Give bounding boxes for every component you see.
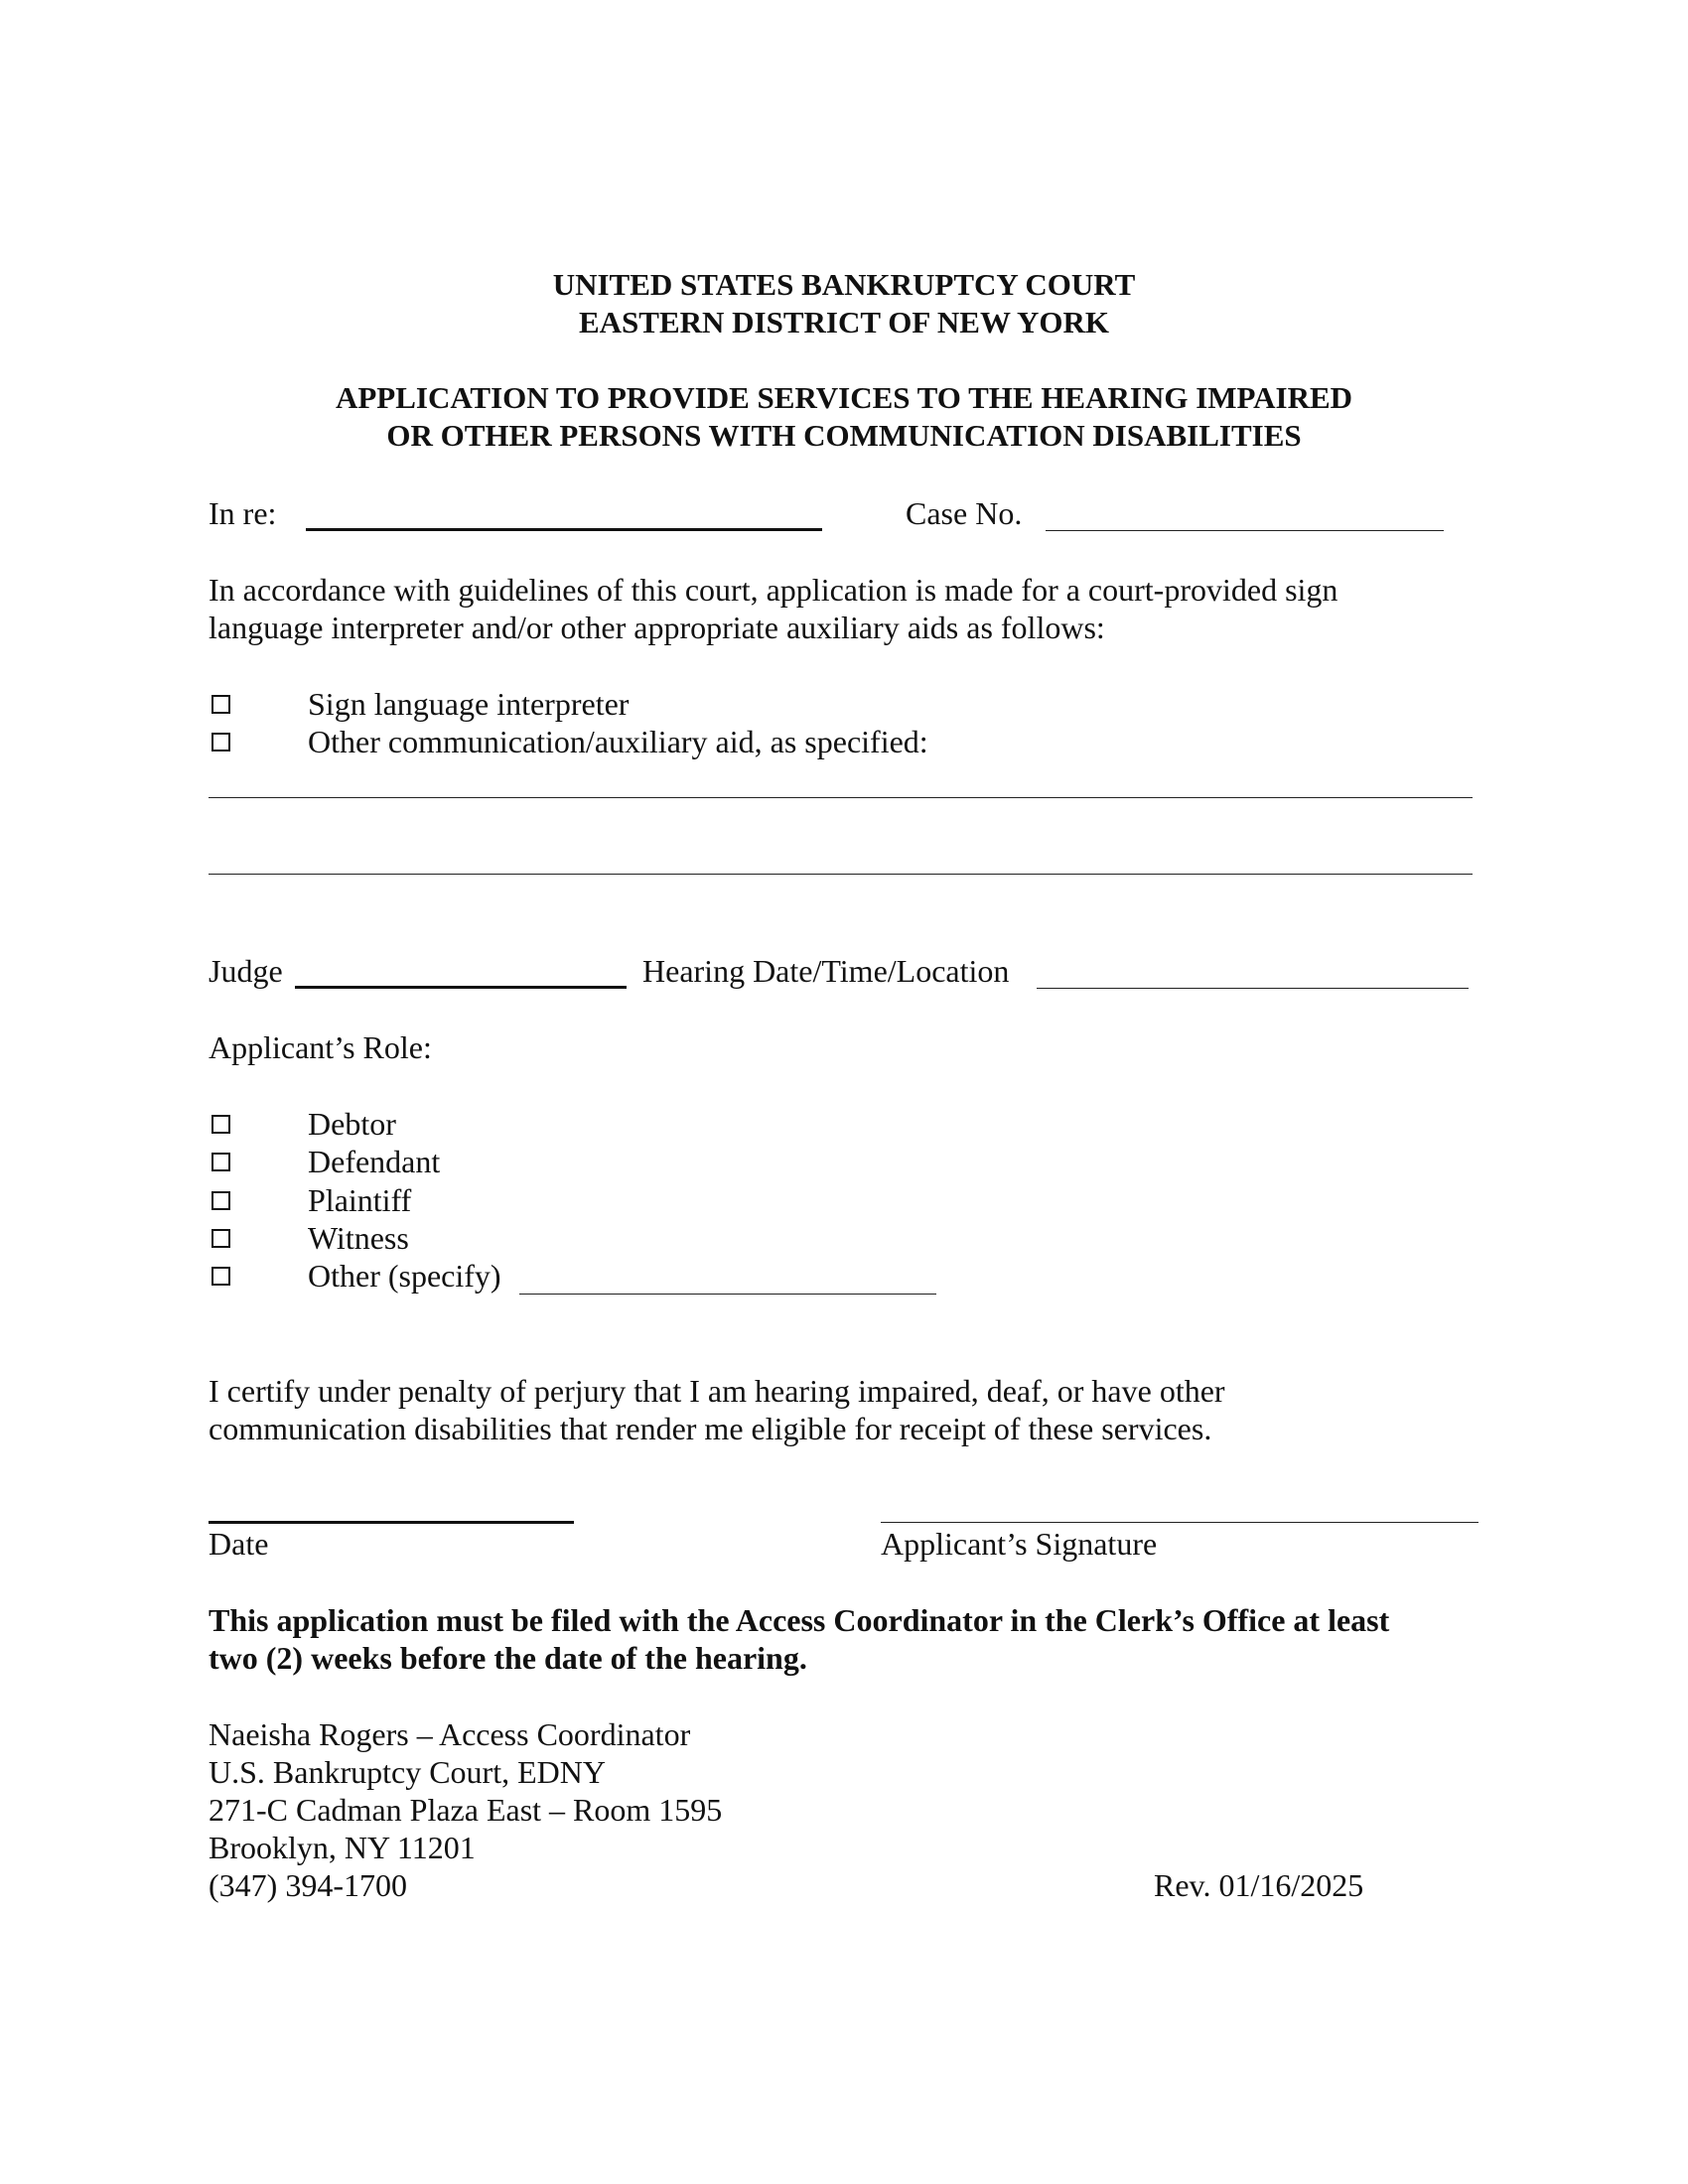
certification-line2: communication disabilities that render me eligible for receipt of these services.	[209, 1411, 1212, 1446]
judge-field[interactable]	[295, 986, 627, 989]
other-aid-specify-line1[interactable]	[209, 797, 1473, 798]
case-no-label: Case No.	[906, 495, 1023, 531]
filing-notice-line2: two (2) weeks before the date of the hearing.	[209, 1640, 807, 1676]
role-checkbox-debtor[interactable]	[211, 1115, 230, 1134]
role-option-witness: Witness	[308, 1220, 409, 1256]
role-checkbox-plaintiff[interactable]	[211, 1191, 230, 1210]
contact-name: Naeisha Rogers – Access Coordinator	[209, 1716, 691, 1752]
other-aid-specify-line2[interactable]	[209, 874, 1473, 875]
form-title-line2: OR OTHER PERSONS WITH COMMUNICATION DISABILITIES	[386, 418, 1302, 453]
court-name: UNITED STATES BANKRUPTCY COURT	[552, 267, 1136, 302]
intro-line2: language interpreter and/or other appropriate auxiliary aids as follows:	[209, 610, 1105, 645]
intro-line1: In accordance with guidelines of this court, application is made for a court-provided sign	[209, 572, 1338, 608]
judge-label: Judge	[209, 953, 283, 989]
role-option-defendant: Defendant	[308, 1144, 441, 1179]
role-checkbox-witness[interactable]	[211, 1229, 230, 1248]
contact-office: U.S. Bankruptcy Court, EDNY	[209, 1754, 606, 1790]
hearing-label: Hearing Date/Time/Location	[642, 953, 1010, 989]
hearing-field[interactable]	[1037, 988, 1469, 989]
contact-phone: (347) 394-1700	[209, 1867, 407, 1903]
form-title-line1: APPLICATION TO PROVIDE SERVICES TO THE HEARING IMPAIRED	[335, 380, 1353, 415]
certification-line1: I certify under penalty of perjury that I am hearing impaired, deaf, or have other	[209, 1373, 1225, 1409]
role-option-debtor: Debtor	[308, 1106, 396, 1142]
role-option-other: Other (specify)	[308, 1258, 501, 1294]
contact-street: 271-C Cadman Plaza East – Room 1595	[209, 1792, 723, 1828]
case-no-field[interactable]	[1046, 530, 1444, 531]
other-aid-checkbox[interactable]	[211, 733, 230, 751]
filing-notice-line1: This application must be filed with the Access Coordinator in the Clerk’s Office at least	[209, 1602, 1390, 1638]
revision-date: Rev. 01/16/2025	[1154, 1867, 1364, 1903]
role-label: Applicant’s Role:	[209, 1029, 432, 1065]
role-checkbox-other[interactable]	[211, 1267, 230, 1286]
role-other-specify-field[interactable]	[519, 1294, 936, 1295]
signature-label: Applicant’s Signature	[881, 1526, 1158, 1562]
court-district: EASTERN DISTRICT OF NEW YORK	[578, 305, 1109, 340]
in-re-label: In re:	[209, 495, 277, 531]
sign-language-checkbox[interactable]	[211, 695, 230, 714]
contact-city: Brooklyn, NY 11201	[209, 1830, 476, 1865]
role-checkbox-defendant[interactable]	[211, 1153, 230, 1171]
other-aid-label: Other communication/auxiliary aid, as specified:	[308, 724, 928, 759]
signature-field[interactable]	[881, 1522, 1478, 1523]
role-option-plaintiff: Plaintiff	[308, 1182, 412, 1218]
sign-language-label: Sign language interpreter	[308, 686, 630, 722]
date-field[interactable]	[209, 1521, 574, 1524]
date-label: Date	[209, 1526, 269, 1562]
in-re-field[interactable]	[306, 528, 822, 531]
